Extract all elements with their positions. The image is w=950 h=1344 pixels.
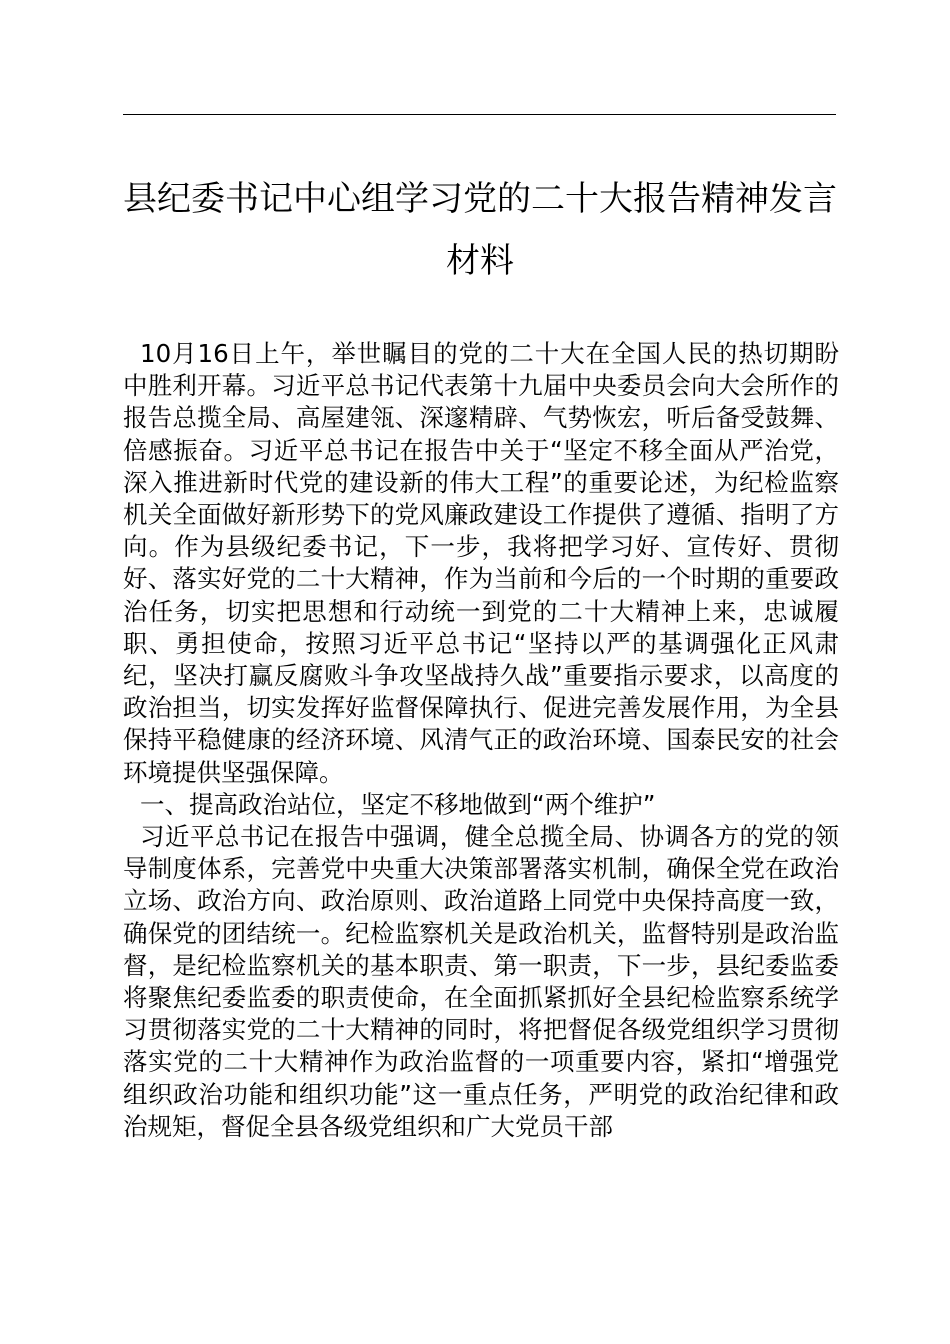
document-body bbox=[123, 338, 839, 1143]
paragraph-intro: 10月16日上午，举世瞩目的党的二十大在全国人民的热切期盼中胜利开幕。习近平总书记代表第十九届中央委员会向大会所作的报告总揽全局、高屋建瓴、深邃精辟、气势恢宏，听后备受鼓舞、倍感振奋。习近平总书记在报告中关于“坚定不移全面从严治党，深入推进新时代党的建设新的伟大工程”的重要论述，为纪检监察机关全面做好新形势下的党风廉政建设工作提供了遵循、指明了方向。作为县级纪委书记，下一步，我将把学习好、宣传好、贯彻好、落实好党的二十大精神，作为当前和今后的一个时期的重要政治任务，切实把思想和行动统一到党的二十大精神上来，忠诚履职、勇担使命，按照习近平总书记“坚持以严的基调强化正风肃纪，坚决打赢反腐败斗争攻坚战持久战”重要指示要求，以高度的政治担当，切实发挥好监督保障执行、促进完善发展作用，为全县保持平稳健康的经济环境、风清气正的政治环境、国泰民安的社会环境提供坚强保障。 bbox=[123, 339, 839, 787]
document-title: 县纪委书记中心组学习党的二十大报告精神发言材料 bbox=[123, 179, 837, 281]
section-heading-1: 一、提高政治站位，坚定不移地做到“两个维护” bbox=[140, 789, 656, 819]
header-rule bbox=[123, 114, 836, 115]
paragraph-section-1: 习近平总书记在报告中强调，健全总揽全局、协调各方的党的领导制度体系，完善党中央重大决策部署落实机制，确保全党在政治立场、政治方向、政治原则、政治道路上同党中央保持高度一致，确保党的团结统一。纪检监察机关是政治机关，监督特别是政治监督，是纪检监察机关的基本职责、第一职责，下一步，县纪委监委将聚焦纪委监委的职责使命，在全面抓紧抓好全县纪检监察系统学习贯彻落实党的二十大精神的同时，将把督促各级党组织学习贯彻落实党的二十大精神作为政治监督的一项重要内容，紧扣“增强党组织政治功能和组织功能”这一重点任务，严明党的政治纪律和政治规矩，督促全县各级党组织和广大党员干部 bbox=[123, 822, 839, 1141]
